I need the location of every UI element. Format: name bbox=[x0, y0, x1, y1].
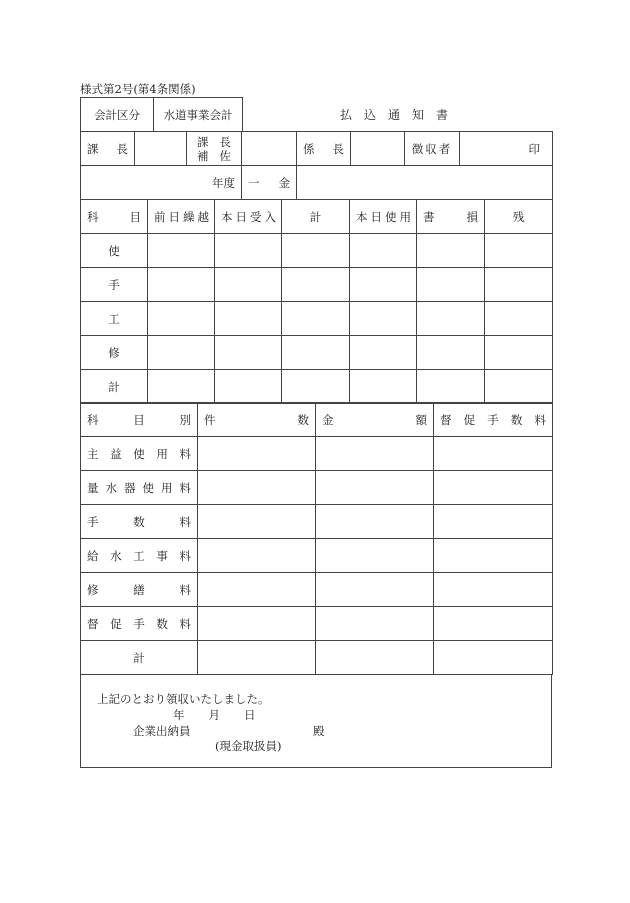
breakdown-input-cell[interactable] bbox=[316, 641, 434, 675]
breakdown-row bbox=[81, 573, 553, 607]
ledger-row bbox=[81, 336, 553, 370]
ledger-input-cell[interactable] bbox=[215, 268, 282, 302]
breakdown-header-row bbox=[81, 403, 553, 437]
breakdown-input-cell[interactable] bbox=[316, 471, 434, 505]
subsection-chief-label: 係 長 bbox=[297, 132, 351, 166]
subsection-chief-seal-box[interactable] bbox=[351, 132, 405, 166]
ledger-input-cell[interactable] bbox=[485, 336, 553, 370]
breakdown-row-label: 手 数 料 bbox=[81, 505, 198, 539]
account-label: 会計区分 bbox=[81, 98, 154, 132]
breakdown-input-cell[interactable] bbox=[316, 539, 434, 573]
breakdown-input-cell[interactable] bbox=[198, 437, 316, 471]
ledger-input-cell[interactable] bbox=[417, 268, 485, 302]
ledger-header-row bbox=[81, 200, 553, 234]
breakdown-input-cell[interactable] bbox=[198, 607, 316, 641]
breakdown-input-cell[interactable] bbox=[198, 471, 316, 505]
honorific-label: 殿 bbox=[313, 724, 325, 738]
ledger-input-cell[interactable] bbox=[350, 336, 417, 370]
ledger-row-label: 計 bbox=[81, 370, 148, 404]
ledger-input-cell[interactable] bbox=[350, 268, 417, 302]
ledger-header-cell: 本日受入 bbox=[215, 200, 282, 234]
breakdown-input-cell[interactable] bbox=[198, 505, 316, 539]
ledger-input-cell[interactable] bbox=[485, 302, 553, 336]
ledger-input-cell[interactable] bbox=[417, 336, 485, 370]
breakdown-row-label: 主 益 使 用 料 bbox=[81, 437, 198, 471]
document-title: 払 込 通 知 書 bbox=[340, 108, 449, 122]
approval-table bbox=[80, 131, 553, 200]
ledger-input-cell[interactable] bbox=[148, 302, 215, 336]
deputy-chief-label: 課 長 補 佐 bbox=[187, 132, 242, 166]
ledger-input-cell[interactable] bbox=[350, 302, 417, 336]
breakdown-row bbox=[81, 471, 553, 505]
ledger-header-cell: 本日使用 bbox=[350, 200, 417, 234]
breakdown-header-cell: 科 目 別 bbox=[81, 403, 198, 437]
breakdown-input-cell[interactable] bbox=[316, 573, 434, 607]
ledger-input-cell[interactable] bbox=[215, 302, 282, 336]
breakdown-row-label: 修 繕 料 bbox=[81, 573, 198, 607]
ledger-header-cell: 科 目 bbox=[81, 200, 148, 234]
ledger-row-label: 修 bbox=[81, 336, 148, 370]
breakdown-row bbox=[81, 505, 553, 539]
breakdown-input-cell[interactable] bbox=[198, 641, 316, 675]
breakdown-header-cell: 件 数 bbox=[198, 403, 316, 437]
breakdown-input-cell[interactable] bbox=[434, 641, 553, 675]
fiscal-year-field[interactable]: 年度 bbox=[81, 166, 242, 200]
breakdown-row-label: 量 水 器 使 用 料 bbox=[81, 471, 198, 505]
ledger-input-cell[interactable] bbox=[417, 234, 485, 268]
ledger-input-cell[interactable] bbox=[282, 336, 350, 370]
ledger-row-label: 手 bbox=[81, 268, 148, 302]
ledger-row-label: 使 bbox=[81, 234, 148, 268]
ledger-input-cell[interactable] bbox=[485, 234, 553, 268]
ledger-row bbox=[81, 234, 553, 268]
ledger-table bbox=[80, 199, 553, 404]
breakdown-row bbox=[81, 641, 553, 675]
treasurer-label: 企業出納員 bbox=[133, 724, 191, 738]
breakdown-row bbox=[81, 607, 553, 641]
receipt-text: 上記のとおり領収いたしました。 bbox=[97, 692, 270, 706]
ledger-input-cell[interactable] bbox=[282, 370, 350, 404]
breakdown-input-cell[interactable] bbox=[434, 607, 553, 641]
collector-seal[interactable]: 印 bbox=[460, 132, 553, 166]
ledger-input-cell[interactable] bbox=[417, 302, 485, 336]
ledger-row bbox=[81, 302, 553, 336]
ledger-header-cell: 前日繰越 bbox=[148, 200, 215, 234]
account-section bbox=[80, 97, 243, 132]
ledger-input-cell[interactable] bbox=[215, 234, 282, 268]
ledger-row bbox=[81, 370, 553, 404]
section-chief-label: 課 長 bbox=[81, 132, 135, 166]
ledger-input-cell[interactable] bbox=[282, 302, 350, 336]
cash-handler-label: (現金取扱員) bbox=[215, 739, 282, 753]
ledger-header-cell: 残 bbox=[485, 200, 553, 234]
ledger-input-cell[interactable] bbox=[148, 268, 215, 302]
section-chief-seal-box[interactable] bbox=[135, 132, 187, 166]
ledger-input-cell[interactable] bbox=[148, 336, 215, 370]
ledger-input-cell[interactable] bbox=[148, 370, 215, 404]
ledger-input-cell[interactable] bbox=[485, 370, 553, 404]
ledger-input-cell[interactable] bbox=[148, 234, 215, 268]
account-value: 水道事業会計 bbox=[154, 98, 243, 132]
ledger-input-cell[interactable] bbox=[282, 268, 350, 302]
breakdown-row-label: 督 促 手 数 料 bbox=[81, 607, 198, 641]
breakdown-row bbox=[81, 437, 553, 471]
breakdown-header-cell: 督 促 手 数 料 bbox=[434, 403, 553, 437]
breakdown-row bbox=[81, 539, 553, 573]
collector-label: 徴収者 bbox=[405, 132, 460, 166]
breakdown-input-cell[interactable] bbox=[316, 437, 434, 471]
form-number-label: 様式第2号(第4条関係) bbox=[80, 82, 196, 96]
breakdown-input-cell[interactable] bbox=[198, 539, 316, 573]
breakdown-row-label: 計 bbox=[81, 641, 198, 675]
breakdown-input-cell[interactable] bbox=[198, 573, 316, 607]
breakdown-input-cell[interactable] bbox=[316, 505, 434, 539]
receipt-section bbox=[80, 674, 552, 768]
ledger-input-cell[interactable] bbox=[350, 370, 417, 404]
breakdown-input-cell[interactable] bbox=[434, 471, 553, 505]
ledger-input-cell[interactable] bbox=[282, 234, 350, 268]
ledger-input-cell[interactable] bbox=[215, 336, 282, 370]
ledger-row bbox=[81, 268, 553, 302]
breakdown-input-cell[interactable] bbox=[434, 505, 553, 539]
ledger-input-cell[interactable] bbox=[417, 370, 485, 404]
breakdown-row-label: 給 水 工 事 料 bbox=[81, 539, 198, 573]
breakdown-table bbox=[80, 402, 553, 675]
ledger-header-cell: 書 損 bbox=[417, 200, 485, 234]
ledger-header-cell: 計 bbox=[282, 200, 350, 234]
ledger-input-cell[interactable] bbox=[350, 234, 417, 268]
ledger-input-cell[interactable] bbox=[215, 370, 282, 404]
breakdown-header-cell: 金 額 bbox=[316, 403, 434, 437]
receipt-date[interactable]: 年 月 日 bbox=[173, 708, 256, 722]
breakdown-input-cell[interactable] bbox=[434, 539, 553, 573]
amount-label: 一 金 bbox=[242, 166, 297, 200]
deputy-chief-seal-box[interactable] bbox=[242, 132, 297, 166]
breakdown-input-cell[interactable] bbox=[434, 573, 553, 607]
breakdown-input-cell[interactable] bbox=[434, 437, 553, 471]
amount-field[interactable] bbox=[297, 166, 553, 200]
ledger-row-label: 工 bbox=[81, 302, 148, 336]
breakdown-input-cell[interactable] bbox=[316, 607, 434, 641]
ledger-input-cell[interactable] bbox=[485, 268, 553, 302]
